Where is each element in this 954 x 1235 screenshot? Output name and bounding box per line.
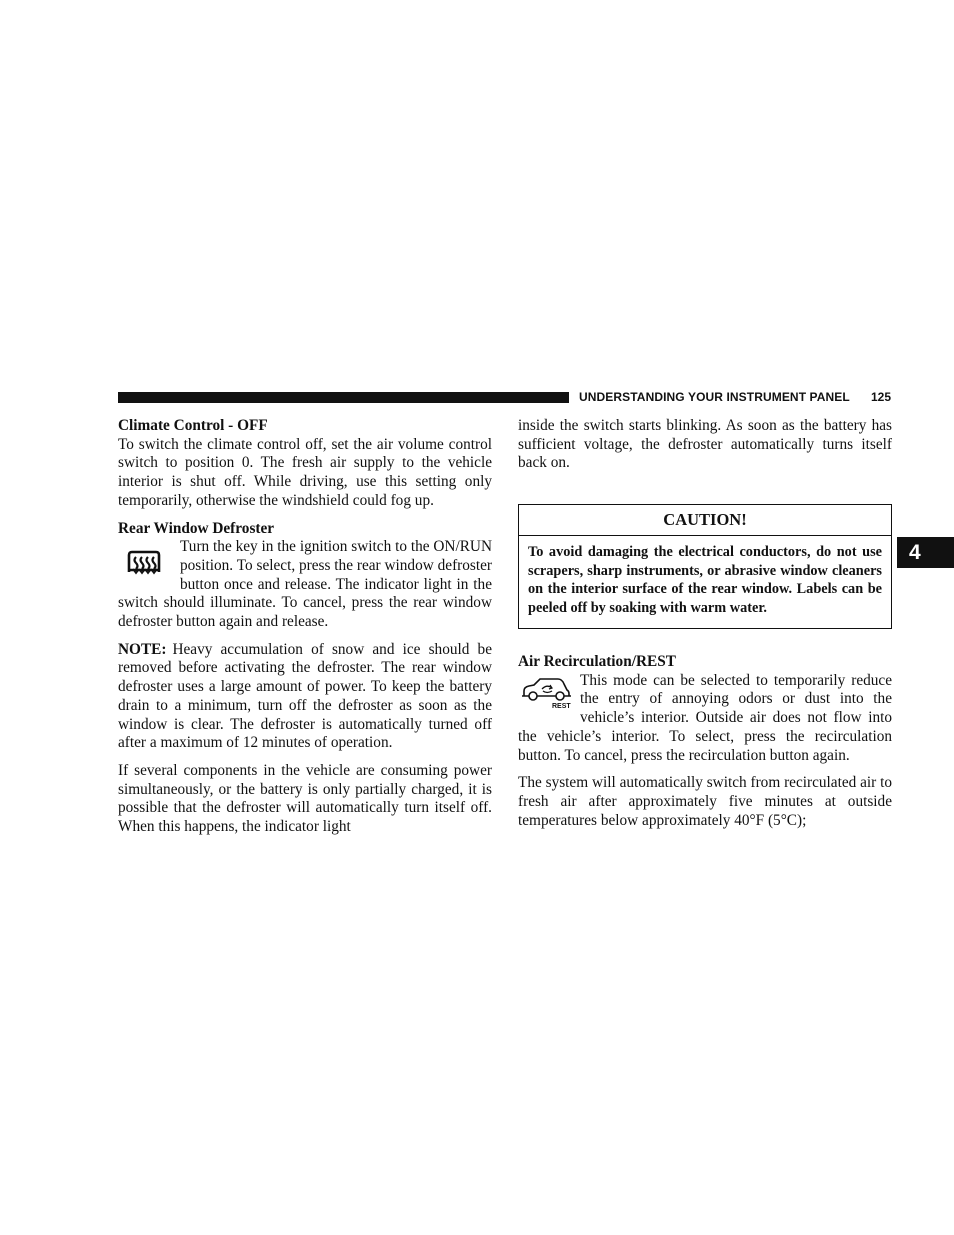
rear-defroster-block xyxy=(118,538,492,632)
air-recirculation-heading: Air Recirculation/REST xyxy=(518,653,676,670)
page-number: 125 xyxy=(871,390,892,404)
air-recirculation-body: This mode can be selected to temporarily reduce the entry of annoying odors or dust into the vehicle’s interior. Outside air does not flow into the vehicle’s interior. To select, press the recirculation button. To cancel, press the recirculation button again. xyxy=(518,671,892,764)
climate-off-heading: Climate Control - OFF xyxy=(118,417,268,434)
rest-icon-label: REST xyxy=(552,702,571,710)
auto-switch-paragraph: The system will automatically switch from recirculated air to fresh air after approximately five minutes at outside temperatures below approximately 40°F (5°C); xyxy=(518,774,892,829)
left-column xyxy=(118,417,492,837)
continuation-paragraph: inside the switch starts blinking. As soon as the battery has sufficient voltage, the defroster automatically turns itself back on. xyxy=(518,417,892,472)
note-paragraph xyxy=(118,641,492,753)
rear-defroster-body: Turn the key in the ignition switch to the ON/RUN position. To select, press the rear window defroster button once and release. The indicator light in the switch should illuminate. To cancel, press the rear window defroster button again and release. xyxy=(118,538,492,631)
header-bar xyxy=(118,392,569,403)
rear-defroster-heading: Rear Window Defroster xyxy=(118,519,275,537)
caution-title: CAUTION! xyxy=(519,505,891,536)
air-recirculation-icon xyxy=(518,672,580,712)
climate-off-body: To switch the climate control off, set the air volume control switch to position 0. The fresh air supply to the vehicle interior is shut off. While driving, use this setting only temporarily, otherwise the windshield could fog up. xyxy=(118,435,492,509)
components-paragraph: If several components in the vehicle are consuming power simultaneously, or the battery is only partially charged, it is possible that the defroster will automatically turn itself off. When this happens, the indicator light xyxy=(118,761,492,836)
note-label: NOTE: xyxy=(118,640,167,658)
caution-box xyxy=(518,504,892,629)
running-header-title: UNDERSTANDING YOUR INSTRUMENT PANEL xyxy=(579,390,850,404)
chapter-tab: 4 xyxy=(897,537,954,568)
note-body: Heavy accumulation of snow and ice should be removed before activating the defroster. The rear window defroster uses a large amount of power. To keep the battery drain to a minimum, turn off the defroster as soon as the window is clear. The defroster is automatically turned off after a maximum of 12 minutes of operation. xyxy=(118,640,492,752)
rear-defroster-icon xyxy=(118,538,180,582)
right-column xyxy=(518,417,892,830)
air-recirculation-block xyxy=(518,672,892,766)
caution-body: To avoid damaging the electrical conductors, do not use scrapers, sharp instruments, or abrasive window cleaners on the interior surface of the rear window. Labels can be peeled off by soaking with warm water. xyxy=(528,543,882,617)
